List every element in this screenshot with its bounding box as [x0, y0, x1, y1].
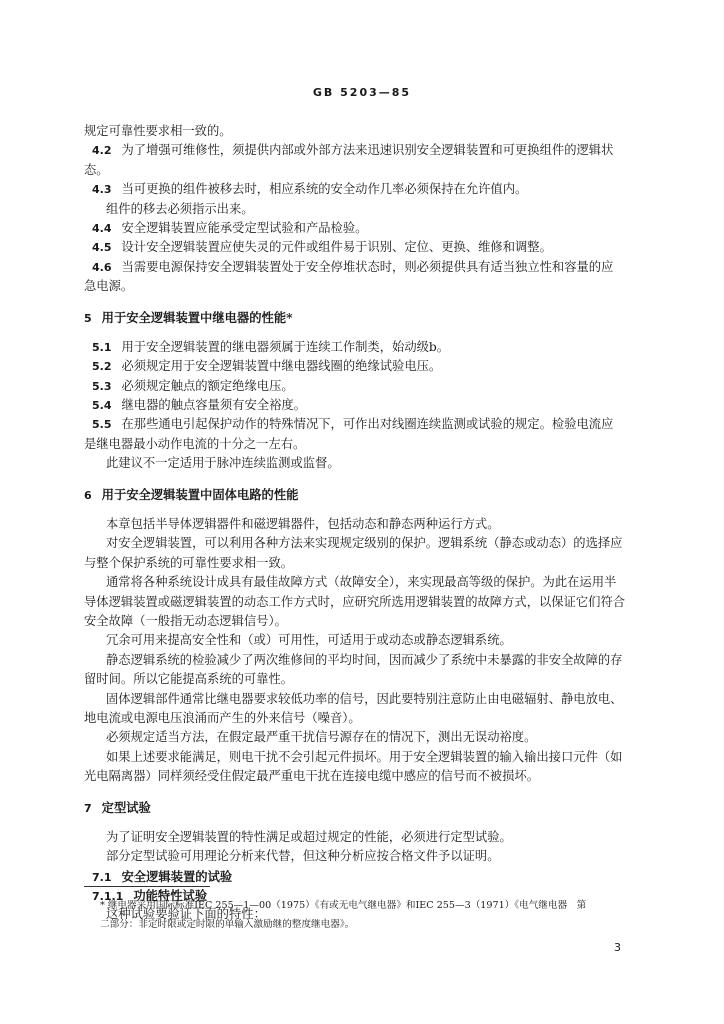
- continuation-line: [84, 593, 650, 612]
- line-text: 光电隔离器）同样须经受住假定最严重电干扰在连接电缆中感应的信号而不被损坏。: [84, 769, 539, 784]
- line-text: 此建议不一定适用于脉冲连续监测或监督。: [106, 456, 340, 471]
- clause-line: [84, 377, 650, 396]
- footnote-line: * 继电器采用国际标准IEC 255—1—00（1975）《有或无电气继电器》和IEC 255—3（1971）《电气继电器 第: [100, 900, 587, 911]
- line-text: 用于安全逻辑装置中固体电路的性能: [101, 486, 299, 502]
- paragraph-line: [84, 847, 650, 866]
- paragraph-gap: [84, 817, 650, 828]
- line-text: 这种试验要验证下面的特性：: [106, 907, 266, 922]
- line-text: 如果上述要求能满足，则电干扰不会引起元件损坏。用于安全逻辑装置的输入输出接口元件（如: [106, 749, 623, 764]
- paragraph-line: [84, 690, 650, 709]
- line-text: 用于安全逻辑装置的继电器须属于连续工作制类，始动级b。: [121, 339, 450, 354]
- line-text: 地电流或电源电压浪涌而产生的外来信号（噪音）。: [84, 710, 361, 725]
- line-text: 必须规定触点的额定绝缘电压。: [121, 378, 294, 393]
- footnote-divider: [84, 886, 210, 887]
- clause-line: [84, 238, 650, 257]
- line-text: 急电源。: [84, 279, 134, 294]
- paragraph-line: [84, 454, 650, 473]
- clause-line: [84, 396, 650, 415]
- clause-number: 5.4: [92, 399, 112, 413]
- paragraph-line: [84, 728, 650, 747]
- clause-number: 5: [84, 311, 92, 325]
- line-text: 当需要电源保持安全逻辑装置处于安全停堆状态时，则必须提供具有适当独立性和容量的应: [121, 259, 614, 274]
- body-text: [84, 122, 650, 925]
- clause-line: [84, 219, 650, 238]
- line-text: 设计安全逻辑装置应使失灵的元件或组件易于识别、定位、更换、维修和调整。: [121, 240, 552, 255]
- continuation-line: [84, 435, 650, 454]
- clause-line: [84, 415, 650, 434]
- paragraph-line: [84, 828, 650, 847]
- paragraph-gap: [84, 327, 650, 338]
- paragraph-line: [84, 515, 650, 534]
- clause-number: 7.1.1: [92, 890, 124, 904]
- clause-number: 4.2: [92, 144, 112, 158]
- clause-number: 5.2: [92, 360, 112, 374]
- line-text: 固体逻辑部件通常比继电器要求较低功率的信号，因此要特别注意防止由电磁辐射、静电放电、: [106, 691, 623, 706]
- continuation-line: [84, 554, 650, 573]
- clause-number: 4.3: [92, 183, 112, 197]
- line-text: 必须规定适当方法，在假定最严重干扰信号源存在的情况下，测出无误动裕度。: [106, 730, 537, 745]
- line-text: 规定可靠性要求相一致的。: [84, 124, 232, 138]
- clause-line: [84, 180, 650, 199]
- line-text: 安全逻辑装置的试验: [121, 868, 233, 884]
- paragraph-gap: [84, 297, 650, 308]
- paragraph-gap: [84, 474, 650, 485]
- footnote-line: 二部分：非定时限或定时限的单输入激励继的整度继电器》。: [100, 919, 355, 930]
- line-text: 留时间。所以它能提高系统的可靠性。: [84, 672, 294, 687]
- line-text: 定型试验: [101, 799, 151, 815]
- line-text: 本章包括半导体逻辑器件和磁逻辑器件，包括动态和静态两种运行方式。: [106, 517, 500, 532]
- line-text: 部分定型试验可用理论分析来代替，但这种分析应按合格文件予以证明。: [106, 849, 500, 864]
- clause-number: 5.5: [92, 418, 112, 432]
- line-text: 安全故障（一般指无动态逻辑信号）。: [84, 613, 287, 628]
- line-text: 组件的移去必须指示出来。: [106, 201, 254, 216]
- line-text: 在那些通电引起保护动作的特殊情况下，可作出对线圈连续监测或试验的规定。检验电流应: [121, 417, 614, 432]
- paragraph-gap: [84, 504, 650, 515]
- paragraph-line: [84, 573, 650, 592]
- paragraph-line: [84, 631, 650, 650]
- line-text: 当可更换的组件被移去时，相应系统的安全动作几率必须保持在允许值内。: [121, 182, 528, 197]
- paragraph-line: [84, 651, 650, 670]
- paragraph-line: [84, 748, 650, 767]
- clause-line: [84, 141, 650, 160]
- page-number: 3: [614, 941, 621, 954]
- clause-number: 7.1: [92, 870, 112, 884]
- clause-number: 7: [84, 801, 92, 815]
- clause-number: 5.3: [92, 379, 112, 393]
- continuation-line: [84, 277, 650, 296]
- line-text: 必须规定用于安全逻辑装置中继电器线圈的绝缘试验电压。: [121, 359, 442, 374]
- line-text: 冗余可用来提高安全性和（或）可用性，可适用于或动态或静态逻辑系统。: [106, 633, 512, 648]
- line-text: 功能特性试验: [133, 888, 208, 904]
- line-text: 对安全逻辑装置，可以利用各种方法来实现规定级别的保护。逻辑系统（静态或动态）的选择应: [106, 536, 623, 551]
- paragraph-line: [84, 534, 650, 553]
- clause-line: [84, 338, 650, 357]
- subsection-heading: [84, 867, 650, 886]
- clause-number: 4.4: [92, 221, 112, 235]
- line-text: 与整个保护系统的可靠性要求相一致。: [84, 555, 294, 570]
- continuation-line: [84, 767, 650, 786]
- line-text: 为了证明安全逻辑装置的特性满足或超过规定的性能，必须进行定型试验。: [106, 829, 512, 844]
- continuation-line: [84, 612, 650, 631]
- line-text: 为了增强可维修性，须提供内部或外部方法来迅速识别安全逻辑装置和可更换组件的逻辑状: [121, 143, 614, 158]
- clause-number: 4.5: [92, 241, 112, 255]
- clause-number: 4.6: [92, 260, 112, 274]
- line-text: 安全逻辑装置应能承受定型试验和产品检验。: [121, 220, 368, 235]
- line-text: 通常将各种系统设计成具有最佳故障方式（故障安全），来实现最高等级的保护。为此在运用半: [106, 575, 617, 590]
- line-text: 继电器的触点容量须有安全裕度。: [121, 398, 306, 413]
- line-text: 静态逻辑系统的检验减少了两次维修间的平均时间，因而减少了系统中未暴露的非安全故障的存: [106, 652, 623, 667]
- paragraph-gap: [84, 787, 650, 798]
- section-heading: [84, 308, 650, 327]
- continuation-line: [84, 709, 650, 728]
- clause-line: [84, 357, 650, 376]
- footnote: [100, 896, 660, 934]
- clause-line: [84, 258, 650, 277]
- clause-number: 5.1: [92, 340, 112, 354]
- section-heading: [84, 485, 650, 504]
- clause-number: 6: [84, 488, 92, 502]
- paragraph-line: [84, 200, 650, 219]
- line-text: 用于安全逻辑装置中继电器的性能*: [101, 309, 293, 325]
- continuation-line: [84, 122, 650, 141]
- line-text: 是继电器最小动作电流的十分之一左右。: [84, 436, 306, 451]
- line-text: 导体逻辑装置或磁逻辑装置的动态工作方式时，应研究所选用逻辑装置的故障方式，以保证它们符合: [84, 594, 626, 609]
- line-text: 态。: [84, 162, 109, 177]
- section-heading: [84, 798, 650, 817]
- continuation-line: [84, 161, 650, 180]
- continuation-line: [84, 670, 650, 689]
- page-header: GB 5203—85: [312, 86, 412, 99]
